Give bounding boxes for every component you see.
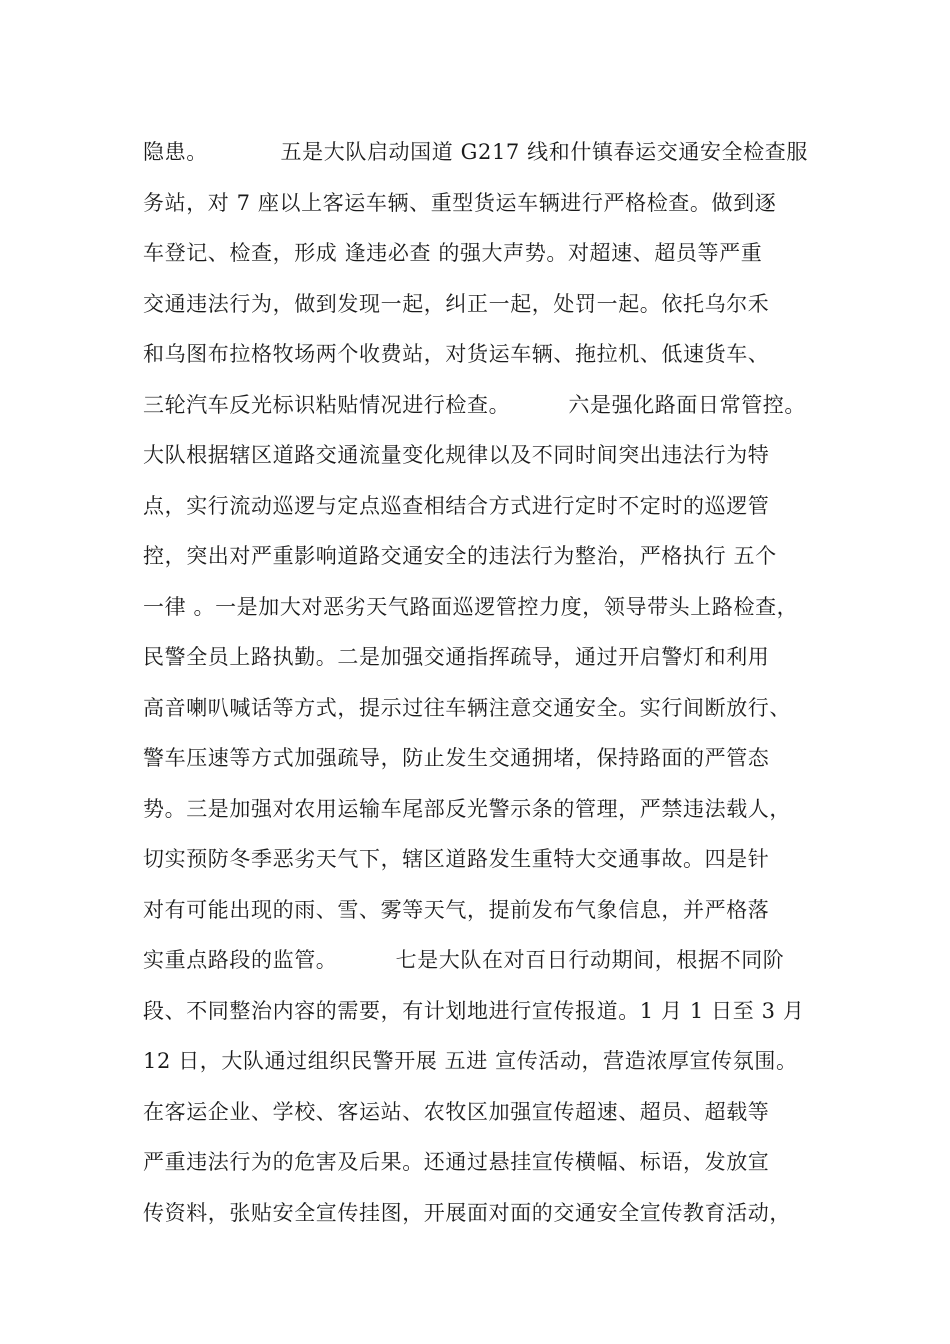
text-line: 和乌图布拉格牧场两个收费站，对货运车辆、拖拉机、低速货车、 bbox=[143, 342, 770, 366]
text-line: 大队根据辖区道路交通流量变化规律以及不同时间突出违法行为特 bbox=[143, 443, 770, 467]
text-line: 控，突出对严重影响道路交通安全的违法行为整治，严格执行 五个 bbox=[143, 544, 777, 568]
text-line: 三轮汽车反光标识粘贴情况进行检查。 六是强化路面日常管控。 bbox=[143, 392, 806, 417]
text-line: 车登记、检查，形成 逢违必查 的强大声势。对超速、超员等严重 bbox=[143, 241, 763, 265]
text-line: 传资料，张贴安全宣传挂图，开展面对面的交通安全宣传教育活动， bbox=[143, 1200, 791, 1225]
text-line: 实重点路段的监管。 七是大队在对百日行动期间，根据不同阶 bbox=[143, 948, 785, 972]
text-line: 务站，对 7 座以上客运车辆、重型货运车辆进行严格检查。做到逐 bbox=[143, 190, 777, 215]
text-line: 12 日，大队通过组织民警开展 五进 宣传活动，营造浓厚宣传氛围。 bbox=[143, 1049, 798, 1073]
text-line: 交通违法行为，做到发现一起，纠正一起，处罚一起。依托乌尔禾 bbox=[143, 291, 770, 316]
text-line: 段、不同整治内容的需要，有计划地进行宣传报道。1 月 1 日至 3 月 bbox=[143, 998, 805, 1023]
text-line: 警车压速等方式加强疏导，防止发生交通拥堵，保持路面的严管态 bbox=[143, 746, 770, 770]
text-line: 对有可能出现的雨、雪、雾等天气，提前发布气象信息，并严格落 bbox=[143, 897, 770, 922]
text-line: 严重违法行为的危害及后果。还通过悬挂宣传横幅、标语，发放宣 bbox=[143, 1150, 770, 1174]
text-line: 切实预防冬季恶劣天气下，辖区道路发生重特大交通事故。四是针 bbox=[143, 847, 770, 871]
text-line: 势。三是加强对农用运输车尾部反光警示条的管理，严禁违法载人， bbox=[143, 796, 791, 821]
text-line: 高音喇叭喊话等方式，提示过往车辆注意交通安全。实行间断放行、 bbox=[143, 695, 791, 720]
text-line: 民警全员上路执勤。二是加强交通指挥疏导，通过开启警灯和利用 bbox=[143, 645, 770, 669]
body-text bbox=[143, 134, 843, 1245]
text-line: 点，实行流动巡逻与定点巡查相结合方式进行定时不定时的巡逻管 bbox=[143, 493, 770, 518]
text-line: 隐患。 五是大队启动国道 G217 线和什镇春运交通安全检查服 bbox=[143, 140, 808, 164]
text-line: 一律 。一是加大对恶劣天气路面巡逻管控力度，领导带头上路检查， bbox=[143, 594, 799, 619]
text-line: 在客运企业、学校、客运站、农牧区加强宣传超速、超员、超载等 bbox=[143, 1099, 770, 1124]
